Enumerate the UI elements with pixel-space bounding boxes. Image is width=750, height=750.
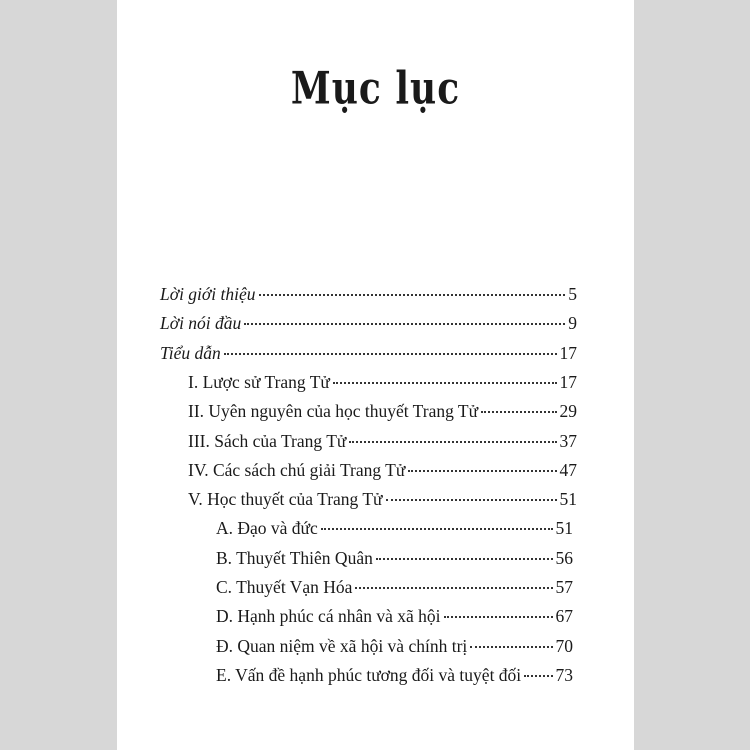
toc-entry-page-number: 17 bbox=[559, 371, 577, 392]
dot-leader bbox=[470, 646, 552, 648]
toc-entry bbox=[216, 634, 573, 658]
toc-entry bbox=[188, 370, 577, 394]
toc-entry-title: A. Đạo và đức bbox=[216, 518, 318, 539]
toc-entry-page-number: 29 bbox=[559, 401, 577, 422]
toc-entry-page-number: 37 bbox=[559, 430, 577, 451]
dot-leader bbox=[355, 587, 552, 589]
toc-entry-page-number: 73 bbox=[555, 664, 573, 685]
page-title: Mục lục bbox=[290, 62, 461, 115]
toc-entry-title: IV. Các sách chú giải Trang Tử bbox=[188, 459, 406, 480]
dot-leader bbox=[224, 353, 557, 355]
toc-entry bbox=[216, 516, 573, 540]
toc-entry bbox=[188, 399, 577, 423]
toc-entry-title: I. Lược sử Trang Tử bbox=[188, 371, 330, 392]
toc-entry-page-number: 51 bbox=[559, 489, 577, 510]
book-page bbox=[117, 0, 634, 750]
toc-entry-page-number: 70 bbox=[555, 635, 573, 656]
toc-entry bbox=[216, 663, 573, 687]
toc-entry-title: Lời giới thiệu bbox=[160, 284, 256, 304]
dot-leader bbox=[349, 441, 556, 443]
toc-entry-page-number: 51 bbox=[555, 518, 573, 539]
dot-leader bbox=[376, 558, 553, 560]
toc-entry-title: V. Học thuyết của Trang Tử bbox=[188, 489, 383, 510]
toc-entry bbox=[216, 575, 573, 599]
toc-entry bbox=[188, 487, 577, 511]
toc-entry-title: Đ. Quan niệm về xã hội và chính trị bbox=[216, 635, 468, 656]
toc-entry bbox=[216, 604, 573, 628]
toc-entry-page-number: 67 bbox=[555, 606, 573, 627]
dot-leader bbox=[481, 411, 556, 413]
toc-entry bbox=[160, 311, 577, 335]
toc-entry bbox=[160, 341, 577, 365]
dot-leader bbox=[259, 294, 566, 296]
toc-entry-title: B. Thuyết Thiên Quân bbox=[216, 547, 373, 568]
dot-leader bbox=[244, 323, 565, 325]
dot-leader bbox=[408, 470, 556, 472]
toc-entry-title: D. Hạnh phúc cá nhân và xã hội bbox=[216, 606, 441, 627]
toc-entry-page-number: 56 bbox=[555, 547, 573, 568]
toc-entry-title: Lời nói đầu bbox=[160, 313, 242, 334]
toc-entry-page-number: 47 bbox=[559, 459, 577, 480]
dot-leader bbox=[524, 675, 552, 677]
toc-entry bbox=[188, 429, 577, 453]
toc-entry-page-number: 17 bbox=[559, 342, 577, 363]
toc-entry bbox=[160, 282, 577, 306]
toc-entry bbox=[216, 546, 573, 570]
toc-entry-page-number: 57 bbox=[555, 577, 573, 597]
dot-leader bbox=[321, 528, 553, 530]
toc-entry-title: Tiểu dẫn bbox=[160, 342, 221, 363]
toc-entry-page-number: 9 bbox=[568, 313, 577, 334]
toc-entry-title: II. Uyên nguyên của học thuyết Trang Tử bbox=[188, 401, 479, 422]
toc-entry-title: E. Vấn đề hạnh phúc tương đối và tuyệt đối bbox=[216, 664, 522, 685]
toc-entry-title: C. Thuyết Vạn Hóa bbox=[216, 577, 353, 597]
dot-leader bbox=[333, 382, 557, 384]
dot-leader bbox=[386, 499, 557, 501]
dot-leader bbox=[444, 616, 553, 618]
toc-entry bbox=[188, 458, 577, 482]
toc-entry-title: III. Sách của Trang Tử bbox=[188, 430, 347, 451]
toc-entry-page-number: 5 bbox=[568, 284, 577, 304]
